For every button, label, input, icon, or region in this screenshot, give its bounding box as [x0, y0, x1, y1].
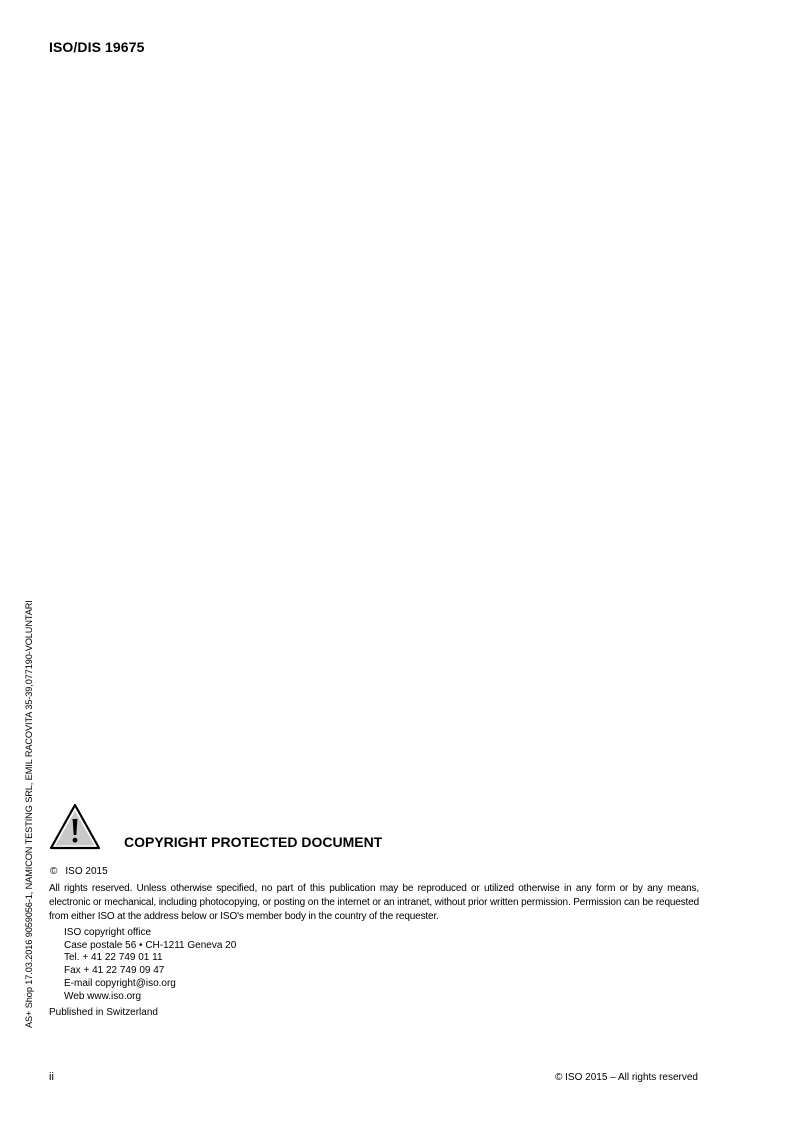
copyright-year-line [50, 866, 108, 877]
page-number: ii [49, 1071, 54, 1083]
copyright-protected-title: COPYRIGHT PROTECTED DOCUMENT [124, 834, 383, 850]
address-tel: Tel. + 41 22 749 01 11 [64, 952, 163, 964]
copyright-year: ISO 2015 [65, 866, 108, 877]
copyright-symbol: © [50, 866, 58, 877]
address-web: Web www.iso.org [64, 990, 142, 1002]
address-postal: Case postale 56 • CH-1211 Geneva 20 [64, 939, 237, 951]
warning-triangle-icon [49, 803, 101, 850]
rights-reserved-paragraph: All rights reserved. Unless otherwise specified, no part of this publication may be reproduced or utilized otherwise in any form or by any means, electronic or mechanical, including photocopying, or posting on the internet or an intranet, without prior written permission. Permission can be requested from either ISO at the address below or ISO's member body in the country of the requester. [49, 883, 699, 922]
address-fax: Fax + 41 22 749 09 47 [64, 965, 165, 977]
address-office: ISO copyright office [64, 927, 152, 938]
address-email: E-mail copyright@iso.org [64, 977, 176, 989]
published-location: Published in Switzerland [49, 1007, 158, 1018]
side-watermark-text: AS+ Shop 17.03.2016 9059056-1, NAMICON TESTING SRL, EMIL RACOVITA 35-39,077190-VOLUNTARI [24, 600, 34, 1028]
iso-address-block [64, 927, 236, 1003]
document-id-header: ISO/DIS 19675 [49, 39, 145, 55]
footer-copyright: © ISO 2015 – All rights reserved [555, 1072, 698, 1083]
